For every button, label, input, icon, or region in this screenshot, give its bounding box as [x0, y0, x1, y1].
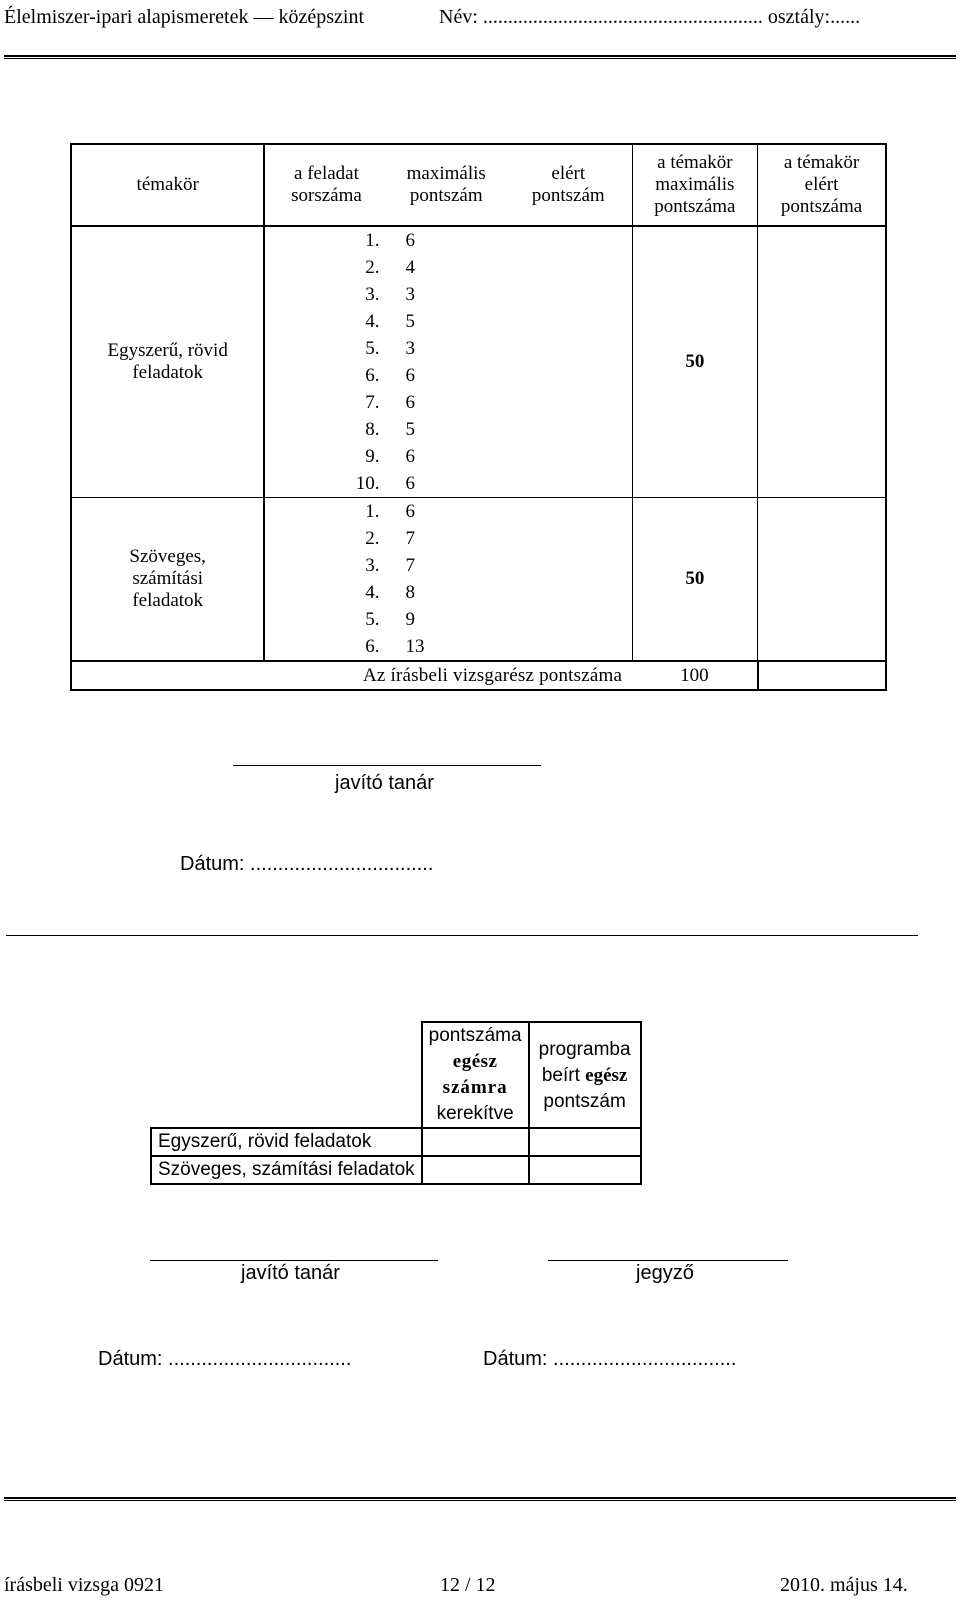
- topic-max-points: 50: [632, 498, 757, 662]
- signature-line-3: [548, 1260, 788, 1261]
- footer-rule: [4, 1497, 956, 1499]
- signature-line-2: [150, 1260, 438, 1261]
- footer-page: 12 / 12: [440, 1574, 496, 1596]
- topic-line: Szöveges,: [129, 546, 206, 567]
- task-max-points: 6: [405, 364, 416, 386]
- header-rule-thin: [4, 58, 956, 59]
- section-divider: [6, 935, 918, 936]
- task-number: 2.: [365, 527, 380, 549]
- task-points-achieved[interactable]: [505, 443, 632, 470]
- header-topic-max: [632, 144, 757, 226]
- task-max-points: 9: [405, 608, 416, 630]
- task-number: 10.: [355, 472, 380, 494]
- header-max: [388, 144, 505, 226]
- summary-h2-l1: programba: [538, 1039, 631, 1060]
- header-topic-got-l3: pontszáma: [780, 196, 863, 217]
- task-max-points: 6: [388, 226, 505, 254]
- summary-h2-l2a: beírt: [541, 1065, 586, 1086]
- task-number: 7.: [365, 391, 380, 413]
- signature-label-3: jegyző: [636, 1262, 694, 1284]
- topic-line: Egyszerű, rövid: [107, 340, 228, 361]
- task-number: 6.: [365, 364, 380, 386]
- task-points-achieved[interactable]: [505, 254, 632, 281]
- task-max-points: 6: [405, 445, 416, 467]
- topic-max-points: 50: [632, 226, 757, 498]
- summary-h2-l2b: egész: [585, 1065, 628, 1086]
- header-topic-got-l2: elért: [804, 174, 839, 195]
- table-header-row: [71, 144, 886, 226]
- task-points-achieved[interactable]: [505, 308, 632, 335]
- task-number: 4.: [365, 581, 380, 603]
- task-number: 9.: [365, 445, 380, 467]
- signature-line-1: [233, 765, 541, 766]
- summary-h1-l3: számra: [442, 1077, 508, 1098]
- summary-row-1: [151, 1128, 641, 1156]
- task-number: 8.: [365, 418, 380, 440]
- summary-header-row: [151, 1022, 641, 1128]
- table-row: [71, 498, 886, 526]
- summary-h1-l2: egész: [452, 1051, 498, 1072]
- topic-points-achieved[interactable]: [758, 498, 886, 662]
- footer-date: 2010. május 14.: [780, 1574, 908, 1596]
- topic-cell: [71, 226, 264, 498]
- summary-header-rounded: [422, 1022, 529, 1128]
- summary-row-2-label: Szöveges, számítási feladatok: [151, 1156, 422, 1184]
- task-max-points: 7: [405, 527, 416, 549]
- task-max-points: 6: [405, 472, 416, 494]
- header-topic-max-l3: pontszáma: [654, 196, 736, 217]
- header-topic-max-l2: maximális: [655, 174, 735, 195]
- summary-row-2: [151, 1156, 641, 1184]
- summary-header-empty: [151, 1022, 422, 1128]
- task-number: 1.: [264, 498, 387, 526]
- header-got: [505, 144, 632, 226]
- task-max-points: 6: [388, 498, 505, 526]
- task-number: 1.: [264, 226, 387, 254]
- signature-label-2: javító tanár: [241, 1262, 340, 1284]
- task-max-points: 13: [405, 635, 425, 657]
- header-topic-max-l1: a témakör: [657, 152, 733, 173]
- task-points-achieved[interactable]: [505, 281, 632, 308]
- topic-line: feladatok: [132, 362, 204, 383]
- summary-header-program: [529, 1022, 641, 1128]
- task-max-points: 8: [405, 581, 416, 603]
- task-max-points: 5: [405, 310, 416, 332]
- header-rule: [4, 55, 956, 57]
- total-label: Az írásbeli vizsgarész pontszáma: [71, 661, 632, 690]
- header-topic: témakör: [71, 144, 264, 226]
- total-value: 100: [632, 661, 757, 690]
- header-topic-got: [758, 144, 886, 226]
- summary-row-2-program[interactable]: [529, 1156, 641, 1184]
- date-field-1[interactable]: Dátum: .................................: [180, 853, 434, 875]
- task-points-achieved[interactable]: [505, 633, 632, 661]
- task-points-achieved[interactable]: [505, 389, 632, 416]
- task-points-achieved[interactable]: [505, 552, 632, 579]
- signature-label-1: javító tanár: [335, 772, 434, 794]
- summary-h2-l3: pontszám: [543, 1091, 626, 1112]
- footer-exam: írásbeli vizsga 0921: [4, 1574, 164, 1596]
- task-number: 5.: [365, 337, 380, 359]
- topic-line: feladatok: [132, 590, 204, 611]
- header-subject: Élelmiszer-ipari alapismeretek — középszint: [4, 6, 365, 28]
- task-points-achieved[interactable]: [505, 470, 632, 498]
- summary-h2-l2: [536, 1063, 634, 1089]
- task-points-achieved[interactable]: [505, 362, 632, 389]
- task-max-points: 3: [405, 283, 416, 305]
- summary-h1-l4: kerekítve: [436, 1103, 514, 1124]
- date-field-2[interactable]: Dátum: .................................: [98, 1348, 352, 1370]
- header-max-l2: pontszám: [409, 185, 483, 206]
- task-points-achieved[interactable]: [505, 226, 632, 254]
- task-number: 4.: [365, 310, 380, 332]
- header-got-l1: elért: [551, 163, 586, 184]
- task-number: 2.: [365, 256, 380, 278]
- header-name-class: Név: ........................................................ osztály:......: [439, 6, 861, 28]
- footer-rule-thin: [4, 1500, 956, 1501]
- summary-row-2-rounded[interactable]: [422, 1156, 529, 1184]
- summary-row-1-label: Egyszerű, rövid feladatok: [151, 1128, 422, 1156]
- total-got-cell[interactable]: [758, 661, 886, 690]
- task-number: 6.: [365, 635, 380, 657]
- topic-line: számítási: [132, 568, 204, 589]
- topic-cell: [71, 498, 264, 662]
- header-max-l1: maximális: [406, 163, 486, 184]
- task-max-points: 5: [405, 418, 416, 440]
- task-points-achieved[interactable]: [505, 525, 632, 552]
- task-number: 3.: [365, 554, 380, 576]
- table-row: [71, 226, 886, 254]
- table-body: [71, 226, 886, 661]
- date-field-3[interactable]: Dátum: .................................: [483, 1348, 737, 1370]
- task-max-points: 3: [405, 337, 416, 359]
- score-table: [70, 143, 887, 691]
- task-max-points: 4: [405, 256, 416, 278]
- task-points-achieved[interactable]: [505, 335, 632, 362]
- summary-row-1-program[interactable]: [529, 1128, 641, 1156]
- task-points-achieved[interactable]: [505, 498, 632, 526]
- header-task-no: a feladat sorszáma: [264, 144, 387, 226]
- task-max-points: 7: [405, 554, 416, 576]
- total-row: [71, 661, 886, 690]
- task-number: 3.: [365, 283, 380, 305]
- topic-points-achieved[interactable]: [758, 226, 886, 498]
- header-topic-got-l1: a témakör: [783, 152, 860, 173]
- task-points-achieved[interactable]: [505, 606, 632, 633]
- task-points-achieved[interactable]: [505, 579, 632, 606]
- header-got-l2: pontszám: [531, 185, 605, 206]
- summary-table: [150, 1021, 642, 1185]
- task-points-achieved[interactable]: [505, 416, 632, 443]
- task-max-points: 6: [405, 391, 416, 413]
- summary-h1-l1: pontszáma: [428, 1025, 522, 1046]
- task-number: 5.: [365, 608, 380, 630]
- summary-row-1-rounded[interactable]: [422, 1128, 529, 1156]
